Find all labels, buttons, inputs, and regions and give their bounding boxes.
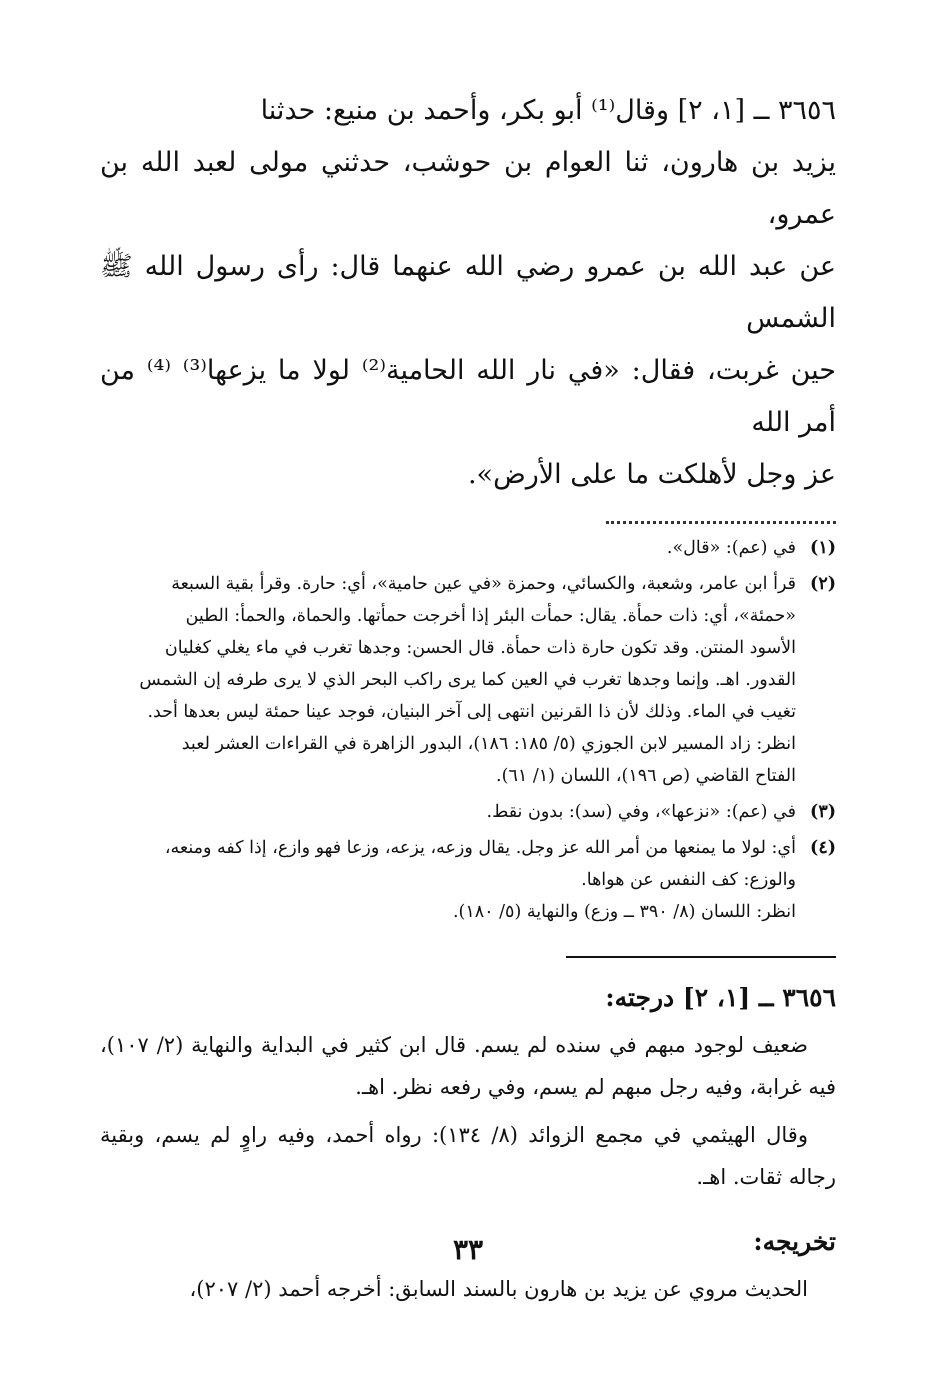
footnote-separator [606, 513, 836, 524]
grade-heading: ٣٦٥٦ ــ [١، ٢] درجته: [605, 983, 836, 1012]
footnotes [100, 532, 836, 928]
footnote-line: أي: لولا ما يمنعها من أمر الله عز وجل. يقال وزعه، يزعه، وزعا فهو وازع، إذا كفه ومنعه، [164, 838, 796, 858]
footnote-line: قرأ ابن عامر، وشعبة، والكسائي، وحمزة «في عين حامية»، أي: حارة. وقرأ بقية السبعة [171, 574, 796, 594]
footnote-line: في (عم): «قال». [666, 538, 796, 558]
footnote [100, 532, 836, 564]
footnote-line: القدور. اهـ. وإنما وجدها تغرب في العين كما يرى راكب البحر الذي لا يرى طرفه إن الشمس [139, 670, 796, 690]
grade-paragraph: وقال الهيثمي في مجمع الزوائد (٨/ ١٣٤): رواه أحمد، وفيه راوٍ لم يسم، وبقية رجاله ثقات. اهـ. [100, 1123, 836, 1189]
footnote-line: انظر: اللسان (٨/ ٣٩٠ ــ وزع) والنهاية (٥/ ١٨٠). [452, 902, 796, 922]
footnote-line: والوزع: كف النفس عن هواها. [581, 870, 796, 890]
footnote-number: (١) [810, 538, 836, 558]
footnote-line: «حمئة»، أي: ذات حمأة. يقال: حمأت البئر إذا أخرجت حمأتها. والحماة، والحمأ: الطين [185, 606, 796, 626]
page-number: ٣٣ [452, 1233, 484, 1266]
grade-paragraph: ضعيف لوجود مبهم في سنده لم يسم. قال ابن كثير في البداية والنهاية (٢/ ١٠٧)، فيه غرابة، وفيه رجل مبهم لم يسم، وفي رفعه نظر. اهـ. [100, 1033, 836, 1099]
takhrij-text: الحديث مروي عن يزيد بن هارون بالسند السابق: أخرجه أحمد (٢/ ٢٠٧)، [189, 1277, 808, 1301]
footnote-line: في (عم): «نزعها»، وفي (سد): بدون نقط. [486, 802, 796, 822]
takhrij-heading: تخريجه: [753, 1227, 836, 1256]
section-divider [566, 956, 836, 958]
hadith-line: ٣٦٥٦ ــ [١، ٢] وقال⁽¹⁾ أبو بكر، وأحمد بن منيع: حدثنا [260, 95, 836, 126]
footnote-line: الفتاح القاضي (ص ١٩٦)، اللسان (١/ ٦١). [496, 766, 796, 786]
footnote-number: (٤) [810, 838, 836, 858]
footnote [100, 568, 836, 792]
footnote-line: الأسود المنتن. وقد تكون حارة ذات حمأة. قال الحسن: وجدها تغرب في ماء يغلي كغليان [164, 638, 796, 658]
page [100, 85, 836, 1310]
footnote-number: (٢) [810, 574, 836, 594]
hadith-line: حين غربت، فقال: «في نار الله الحامية⁽²⁾ لولا ما يزعها⁽³⁾ ⁽⁴⁾ من أمر الله [100, 355, 836, 438]
footnote [100, 832, 836, 928]
hadith-line: عن عبد الله بن عمرو رضي الله عنهما قال: رأى رسول الله ﷺ الشمس [100, 251, 836, 334]
hadith-text [100, 85, 836, 501]
grade-section [100, 1024, 836, 1198]
footnote-line: تغيب في الماء. وذلك لأن ذا القرنين انتهى إلى آخر البنيان، فوجد عينا حمئة ليس بعدها أحد. [147, 702, 796, 722]
footnote-number: (٣) [810, 802, 836, 822]
hadith-line: عز وجل لأهلكت ما على الأرض». [467, 459, 836, 490]
hadith-line: يزيد بن هارون، ثنا العوام بن حوشب، حدثني مولى لعبد الله بن عمرو، [100, 147, 836, 230]
footnote-line: انظر: زاد المسير لابن الجوزي (٥/ ١٨٥: ١٨٦)، البدور الزاهرة في القراءات العشر لعبد [181, 734, 796, 754]
footnote [100, 796, 836, 828]
